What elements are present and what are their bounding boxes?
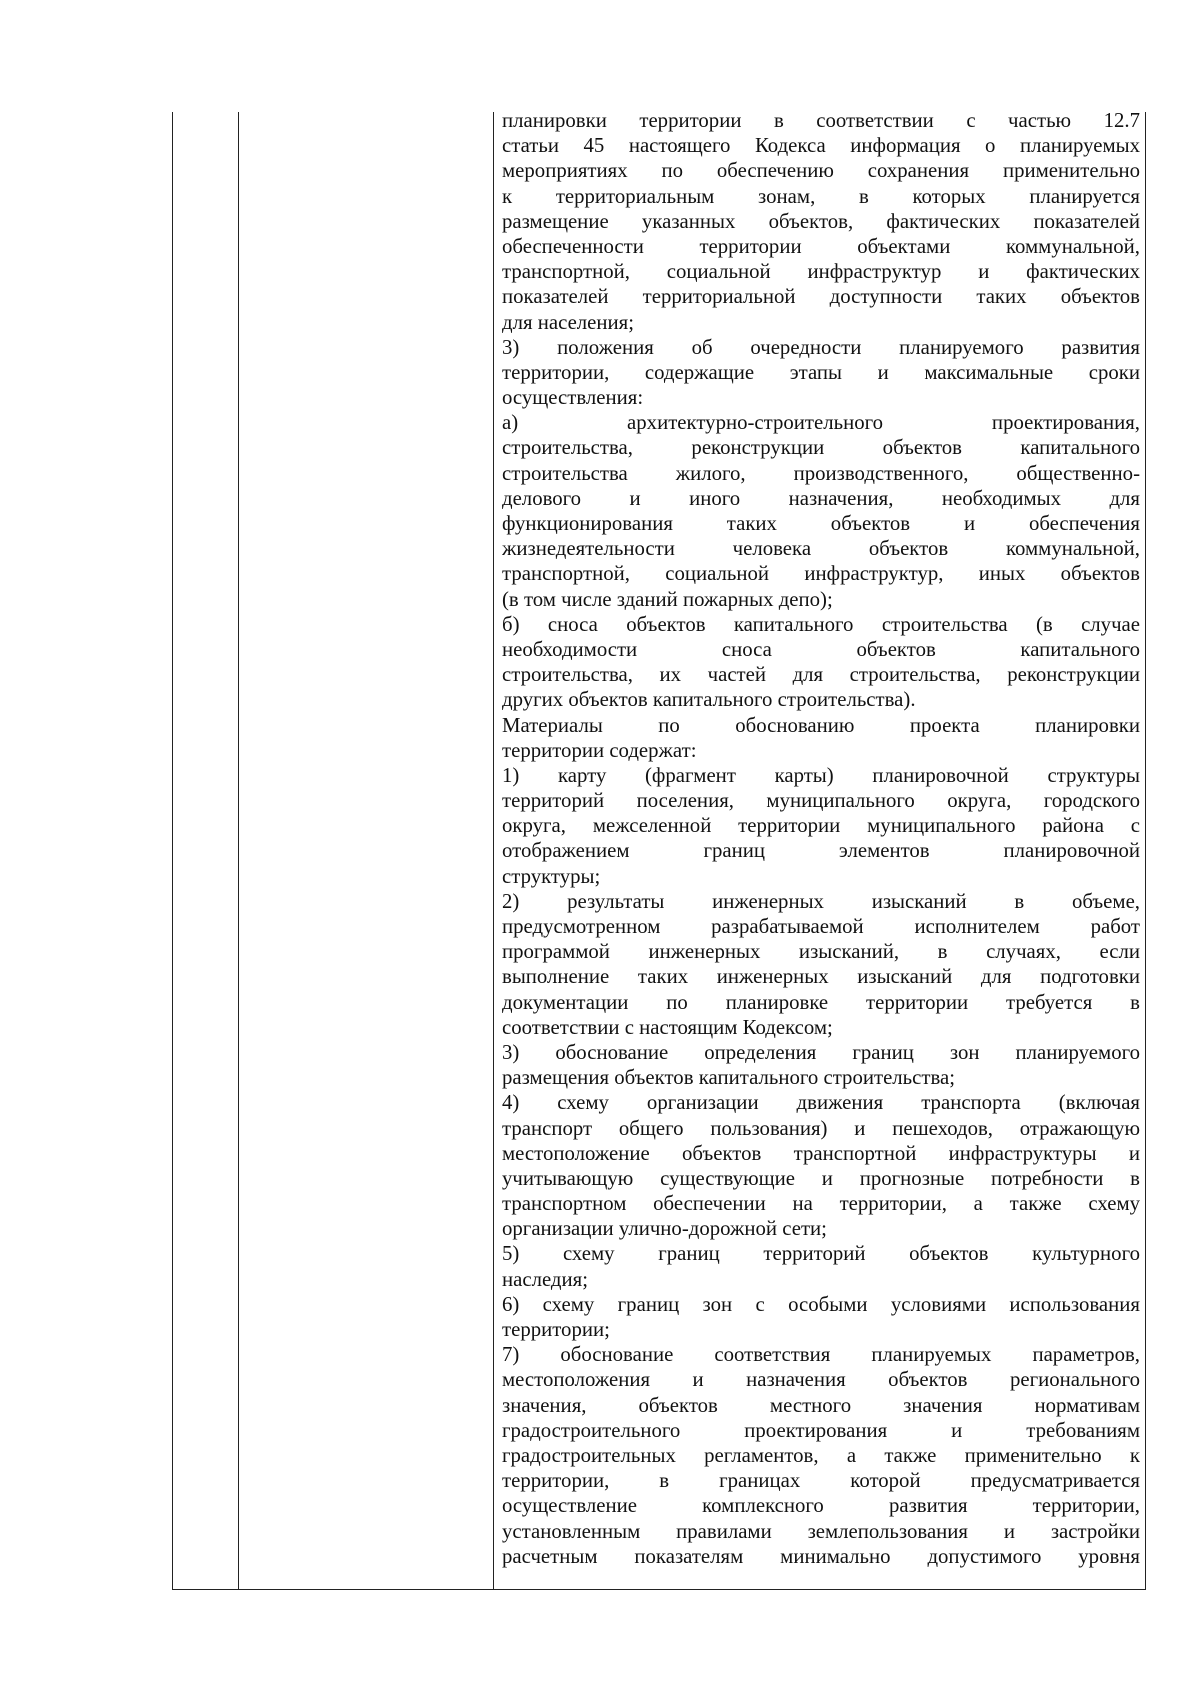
text-line: (в том числе зданий пожарных депо); (502, 587, 833, 611)
text-line: к территориальным зонам, в которых планируется (502, 184, 1140, 208)
text-line: статьи 45 настоящего Кодекса информация о планируемых (502, 134, 1140, 158)
text-line: других объектов капитального строительства). (502, 688, 916, 712)
text-line: для населения; (502, 310, 635, 334)
text-line: Материалы по обоснованию проекта планировки (502, 713, 1140, 737)
text-line: б) сноса объектов капитального строительства (в случае (502, 612, 1140, 636)
text-line: программой инженерных изысканий, в случаях, если (502, 940, 1140, 964)
text-line: осуществление комплексного развития территории, (502, 1494, 1140, 1518)
text-line: территорий поселения, муниципального округа, городского (502, 789, 1140, 813)
table-border-right (1145, 112, 1146, 1589)
text-line: территории; (502, 1318, 610, 1341)
text-line: 5) схему границ территорий объектов культурного (502, 1242, 1140, 1266)
text-line: округа, межселенной территории муниципального района с (502, 814, 1140, 838)
content-cell (502, 108, 1140, 1569)
text-line: территории, содержащие этапы и максимальные сроки (502, 360, 1140, 384)
text-line: отображением границ элементов планировочной (502, 839, 1140, 863)
text-line: делового и иного назначения, необходимых для (502, 486, 1140, 510)
text-line: значения, объектов местного значения нормативам (502, 1393, 1140, 1417)
item-name-cell (238, 112, 493, 1589)
text-line: планировки территории в соответствии с частью 12.7 (502, 109, 1140, 132)
text-line: функционирования таких объектов и обеспечения (502, 512, 1140, 535)
text-line: установленным правилами землепользования и застройки (502, 1519, 1140, 1543)
text-line: организации улично-дорожной сети; (502, 1217, 827, 1241)
text-line: градостроительного проектирования и требованиям (502, 1418, 1140, 1442)
text-line: предусмотренном разрабатываемой исполнителем работ (502, 915, 1140, 938)
text-line: соответствии с настоящим Кодексом; (502, 1015, 833, 1039)
text-line: территории содержат: (502, 738, 697, 762)
text-line: градостроительных регламентов, а также применительно к (502, 1443, 1140, 1467)
text-line: осуществления: (502, 386, 644, 410)
text-line: 7) обоснование соответствия планируемых параметров, (502, 1343, 1140, 1367)
text-line: мероприятиях по обеспечению сохранения применительно (502, 159, 1140, 183)
text-line: местоположения и назначения объектов регионального (502, 1368, 1140, 1392)
table-column-divider-2 (493, 112, 494, 1589)
text-line: транспортной, социальной инфраструктур, иных объектов (502, 562, 1140, 586)
text-line: необходимости сноса объектов капитального (502, 637, 1140, 661)
text-line: местоположение объектов транспортной инфраструктуры и (502, 1141, 1140, 1165)
row-number-cell (172, 112, 238, 1589)
text-line: учитывающую существующие и прогнозные потребности в (502, 1166, 1140, 1190)
text-line: расчетным показателям минимально допустимого уровня (502, 1544, 1140, 1568)
text-line: документации по планировке территории требуется в (502, 990, 1140, 1014)
text-line: транспорт общего пользования) и пешеходов, отражающую (502, 1116, 1140, 1140)
text-line: 3) положения об очередности планируемого развития (502, 335, 1140, 359)
text-line: 1) карту (фрагмент карты) планировочной структуры (502, 763, 1140, 787)
text-line: размещение указанных объектов, фактических показателей (502, 209, 1140, 233)
text-line: территории, в границах которой предусматривается (502, 1469, 1140, 1493)
text-line: размещения объектов капитального строительства; (502, 1066, 956, 1090)
text-line: обеспеченности территории объектами коммунальной, (502, 234, 1140, 258)
text-line: строительства жилого, производственного, общественно- (502, 461, 1140, 485)
text-line: 6) схему границ зон с особыми условиями использования (502, 1292, 1140, 1316)
text-line: строительства, реконструкции объектов капитального (502, 436, 1140, 460)
text-line: 2) результаты инженерных изысканий в объеме, (502, 889, 1140, 913)
text-line: 4) схему организации движения транспорта (включая (502, 1091, 1140, 1115)
text-line: строительства, их частей для строительства, реконструкции (502, 663, 1140, 687)
document-table (172, 109, 1146, 1590)
text-line: жизнедеятельности человека объектов коммунальной, (502, 537, 1140, 561)
text-line: показателей территориальной доступности таких объектов (502, 285, 1140, 309)
text-line: структуры; (502, 864, 601, 888)
text-line: транспортном обеспечении на территории, а также схему (502, 1192, 1140, 1216)
text-line: транспортной, социальной инфраструктур и фактических (502, 260, 1140, 284)
text-line: а) архитектурно-строительного проектирования, (502, 411, 1140, 435)
text-line: выполнение таких инженерных изысканий для подготовки (502, 965, 1140, 989)
text-line: 3) обоснование определения границ зон планируемого (502, 1040, 1140, 1064)
text-line: наследия; (502, 1267, 588, 1291)
